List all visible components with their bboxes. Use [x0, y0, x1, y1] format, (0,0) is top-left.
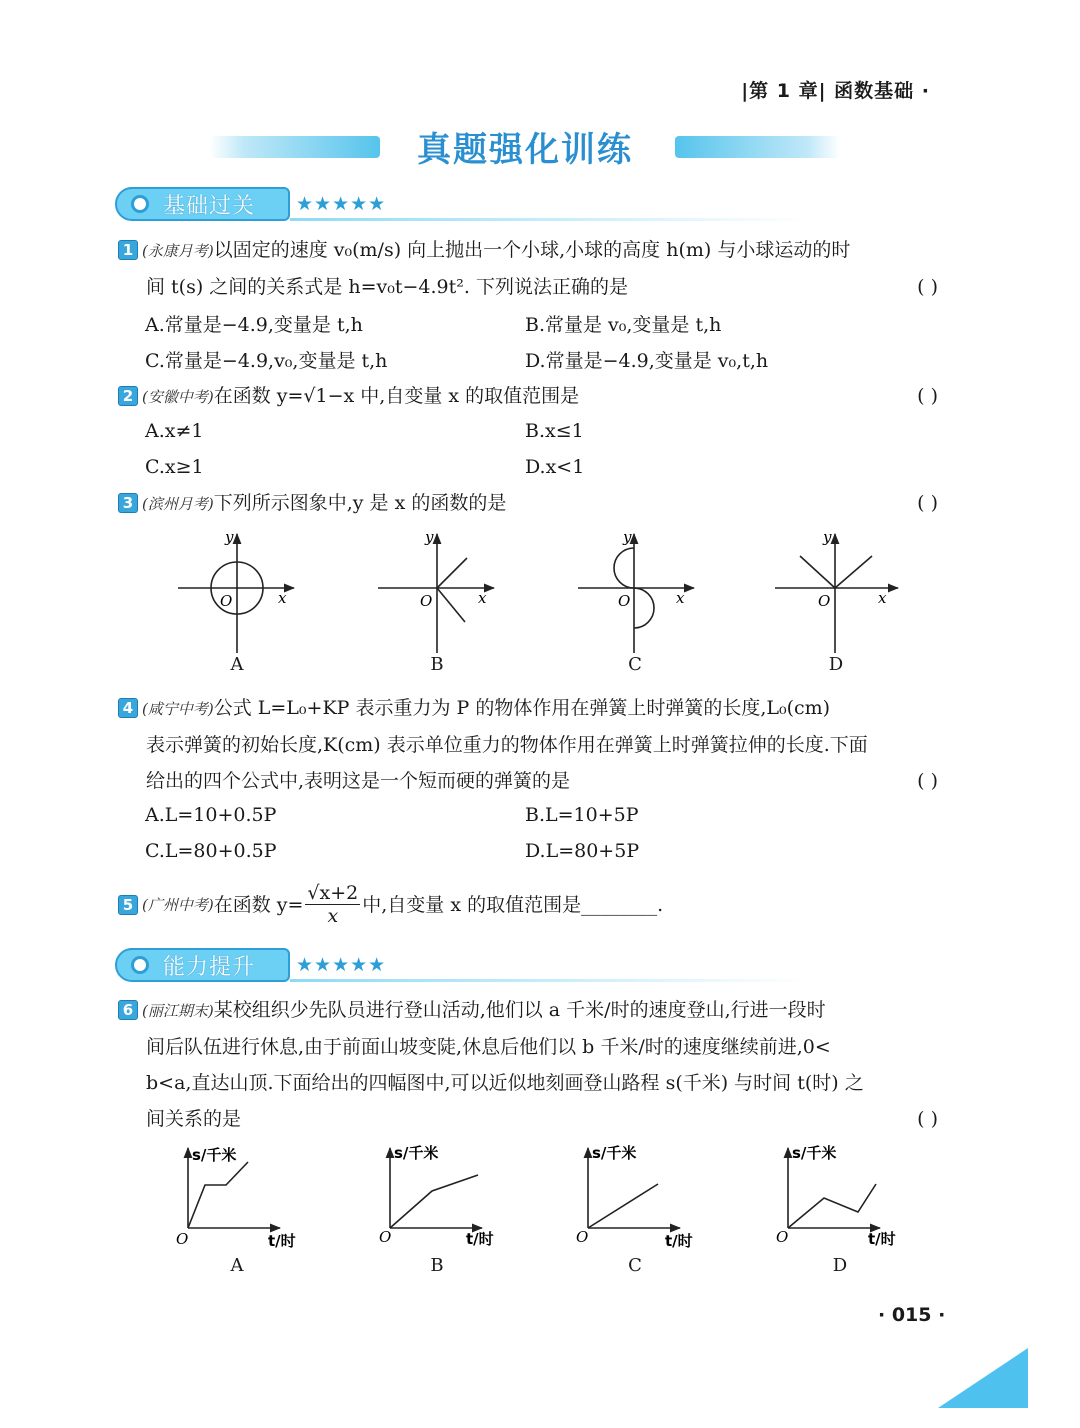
- graph-c: [576, 1144, 693, 1250]
- question-text: 间后队伍进行休息,由于前面山坡变陡,休息后他们以 b 千米/时的速度继续前进,0<: [146, 1036, 831, 1058]
- graph-label-a: A: [230, 1255, 244, 1276]
- question-text: 以固定的速度 v₀(m/s) 向上抛出一个小球,小球的高度 h(m) 与小球运动的时: [213, 239, 851, 261]
- x-axis-label: t/时: [466, 1230, 494, 1248]
- chapter-topic: 函数基础 ·: [834, 80, 930, 102]
- section-label: 能力提升: [163, 954, 256, 980]
- graph-c: [578, 528, 694, 653]
- graph-b: [378, 528, 494, 653]
- option-c: C.x≥1: [145, 456, 204, 478]
- question-5: [118, 882, 938, 927]
- option-d: D.x<1: [525, 456, 585, 478]
- corner-decoration: [938, 1348, 1028, 1408]
- graph-d: [776, 1144, 896, 1248]
- chapter-header: [741, 76, 930, 103]
- answer-paren: ( ): [917, 276, 938, 298]
- question-source: (咸宁中考): [142, 700, 214, 718]
- question-text: 下列所示图象中,y 是 x 的函数的是: [213, 492, 507, 514]
- x-axis-label: t/时: [665, 1232, 693, 1250]
- origin-label: O: [420, 592, 433, 610]
- y-axis-label: y: [425, 528, 434, 546]
- origin-label: O: [379, 1228, 392, 1246]
- y-axis-label: s/千米: [394, 1144, 439, 1162]
- origin-label: O: [576, 1228, 589, 1246]
- origin-label: O: [776, 1228, 789, 1246]
- y-axis-label: y: [623, 528, 632, 546]
- bullet-icon: [131, 195, 149, 213]
- page-number: · 015 ·: [878, 1304, 946, 1326]
- graph-a: [178, 528, 294, 653]
- question-3: [118, 485, 938, 522]
- section-divider: [290, 218, 810, 221]
- question-number: 1: [118, 240, 138, 260]
- question-source: (安徽中考): [142, 388, 214, 406]
- question-number: 2: [118, 386, 138, 406]
- question-text: 公式 L=L₀+KP 表示重力为 P 的物体作用在弹簧上时弹簧的长度,L₀(cm): [213, 697, 831, 719]
- graph-label-d: D: [828, 654, 844, 675]
- chapter-label: |第 1 章|: [741, 80, 827, 102]
- fraction-denominator: x: [327, 905, 339, 927]
- x-axis-label: x: [478, 589, 487, 607]
- section-divider: [290, 979, 810, 982]
- option-a: A.L=10+0.5P: [145, 804, 277, 826]
- question-text: 在函数 y=: [213, 893, 304, 916]
- y-axis-label: s/千米: [192, 1146, 237, 1164]
- origin-label: O: [618, 592, 631, 610]
- graph-label-d: D: [832, 1255, 848, 1276]
- star-rating-icon: ★★★★★: [296, 954, 387, 976]
- question-6: [118, 992, 938, 1137]
- section-label: 基础过关: [163, 193, 256, 219]
- question-number: 6: [118, 1000, 138, 1020]
- y-axis-label: y: [823, 528, 832, 546]
- graph-label-b: B: [430, 654, 444, 675]
- section-pill: [115, 948, 290, 982]
- option-b: B.常量是 v₀,变量是 t,h: [525, 314, 722, 336]
- fraction: [305, 882, 360, 927]
- question-text: 表示弹簧的初始长度,K(cm) 表示单位重力的物体作用在弹簧上时弹簧拉伸的长度.下面: [146, 734, 868, 756]
- question-number: 4: [118, 698, 138, 718]
- option-b: B.x≤1: [525, 420, 584, 442]
- graph-a: [176, 1146, 296, 1250]
- question-text: 某校组织少先队员进行登山活动,他们以 a 千米/时的速度登山,行进一段时: [213, 999, 826, 1021]
- option-a: A.x≠1: [145, 420, 204, 442]
- question-source: (广州中考): [142, 895, 214, 914]
- section-advanced: [115, 947, 386, 983]
- question-text: 间关系的是: [146, 1108, 242, 1130]
- option-b: B.L=10+5P: [525, 804, 639, 826]
- question-source: (永康月考): [142, 242, 214, 260]
- graph-d: [775, 528, 898, 653]
- graph-label-c: C: [628, 1255, 642, 1276]
- origin-label: O: [220, 592, 233, 610]
- fraction-numerator: √x+2: [307, 882, 359, 904]
- page-title-banner: [210, 122, 840, 174]
- star-rating-icon: ★★★★★: [296, 193, 387, 215]
- title-bar-left: [210, 136, 380, 158]
- section-pill: [115, 187, 290, 221]
- y-axis-label: y: [225, 528, 234, 546]
- origin-label: O: [818, 592, 831, 610]
- section-basic: [115, 186, 386, 222]
- question-1: [118, 232, 938, 305]
- option-d: D.L=80+5P: [525, 840, 640, 862]
- question-text: 在函数 y=√1−x 中,自变量 x 的取值范围是: [213, 385, 580, 407]
- page-title: 真题强化训练: [417, 130, 633, 170]
- y-axis-label: s/千米: [792, 1144, 837, 1162]
- question-4: [118, 690, 938, 799]
- question-source: (滨州月考): [142, 495, 214, 513]
- question-number: 3: [118, 493, 138, 513]
- question-text: 给出的四个公式中,表明这是一个短而硬的弹簧的是: [146, 770, 571, 792]
- title-bar-right: [675, 136, 840, 158]
- answer-paren: ( ): [917, 1108, 938, 1130]
- q6-graphs: [168, 1140, 928, 1255]
- x-axis-label: t/时: [868, 1230, 896, 1248]
- graph-b: [379, 1144, 494, 1248]
- option-c: C.L=80+0.5P: [145, 840, 277, 862]
- graph-label-a: A: [230, 654, 244, 675]
- option-c: C.常量是−4.9,v₀,变量是 t,h: [145, 350, 388, 372]
- origin-label: O: [176, 1230, 189, 1248]
- graph-label-b: B: [430, 1255, 444, 1276]
- answer-paren: ( ): [917, 492, 938, 514]
- question-2: [118, 378, 938, 415]
- question-number: 5: [118, 895, 138, 915]
- q3-graphs: [160, 528, 920, 658]
- question-source: (丽江期末): [142, 1002, 214, 1020]
- option-a: A.常量是−4.9,变量是 t,h: [145, 314, 363, 336]
- answer-paren: ( ): [917, 770, 938, 792]
- x-axis-label: x: [278, 589, 287, 607]
- option-d: D.常量是−4.9,变量是 v₀,t,h: [525, 350, 769, 372]
- question-text: 中,自变量 x 的取值范围是________.: [362, 893, 664, 916]
- question-text: 间 t(s) 之间的关系式是 h=v₀t−4.9t². 下列说法正确的是: [146, 276, 628, 298]
- answer-paren: ( ): [917, 385, 938, 407]
- x-axis-label: t/时: [268, 1232, 296, 1250]
- x-axis-label: x: [676, 589, 685, 607]
- x-axis-label: x: [878, 589, 887, 607]
- graph-label-c: C: [628, 654, 642, 675]
- bullet-icon: [131, 956, 149, 974]
- y-axis-label: s/千米: [592, 1144, 637, 1162]
- question-text: b<a,直达山顶.下面给出的四幅图中,可以近似地刻画登山路程 s(千米) 与时间 t(时) 之: [146, 1072, 864, 1094]
